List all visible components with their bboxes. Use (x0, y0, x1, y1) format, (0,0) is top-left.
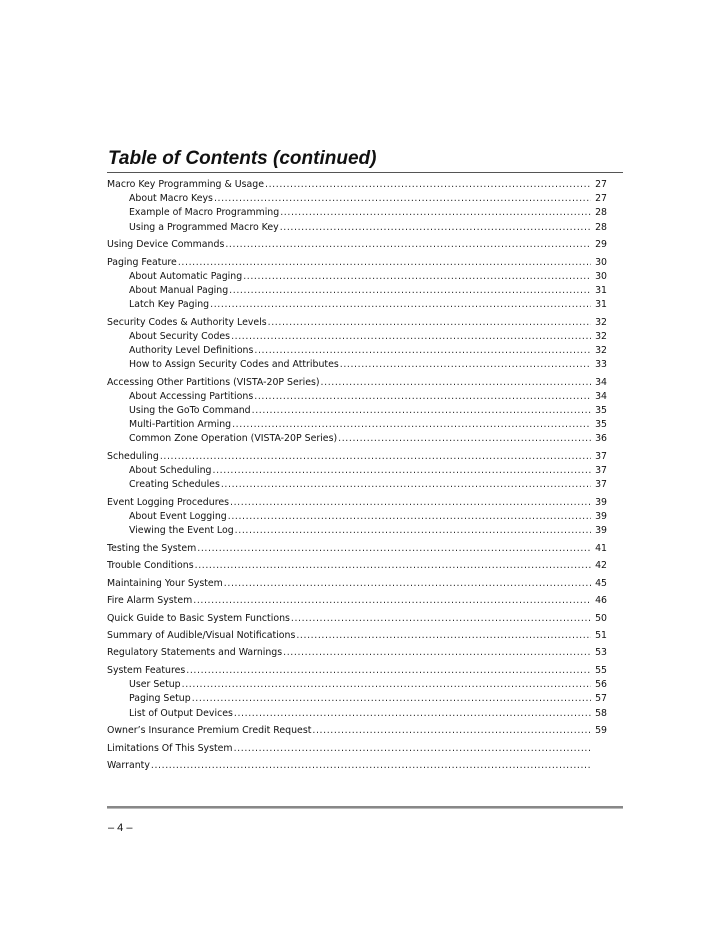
dot-leader (213, 193, 591, 204)
dot-leader (290, 613, 591, 624)
toc-entry-label: Security Codes & Authority Levels (107, 316, 267, 328)
toc-entry-page: 39 (595, 510, 607, 522)
dot-leader (228, 285, 591, 296)
toc-entry-label: About Macro Keys (129, 193, 213, 205)
title-divider (107, 172, 623, 173)
dot-leader (194, 560, 591, 571)
toc-entry-page: 28 (595, 221, 607, 233)
toc-subentry[interactable] (107, 331, 607, 345)
dot-leader (185, 665, 591, 676)
dot-leader (279, 222, 591, 233)
toc-subentry[interactable] (107, 285, 607, 299)
dot-leader (223, 578, 591, 589)
page-title: Table of Contents (continued) (108, 148, 377, 169)
toc-entry-label: About Event Logging (129, 510, 227, 522)
toc-subentry[interactable] (107, 679, 607, 693)
dot-leader (264, 179, 591, 190)
dot-leader (181, 679, 591, 690)
toc-entry-page: 59 (595, 725, 607, 737)
toc-entry-label: Quick Guide to Basic System Functions (107, 612, 290, 624)
toc-entry-label: Using a Programmed Macro Key (129, 221, 279, 233)
toc-entry-label: Using Device Commands (107, 239, 225, 251)
toc-entry-page: 32 (595, 344, 607, 356)
toc-entry-label: Scheduling (107, 450, 159, 462)
dot-leader (320, 377, 591, 388)
toc-entry[interactable] (107, 760, 607, 774)
toc-entry-label: About Scheduling (129, 465, 212, 477)
dot-leader (230, 331, 591, 342)
toc-entry-label: About Security Codes (129, 330, 231, 342)
dot-leader (267, 317, 591, 328)
toc-subentry[interactable] (107, 511, 607, 525)
toc-entry[interactable] (107, 317, 607, 331)
toc-entry-page: 31 (595, 299, 607, 311)
footer-divider (107, 806, 623, 809)
toc-entry-page: 57 (595, 693, 607, 705)
toc-entry-label: Fire Alarm System (107, 595, 193, 607)
toc-entry-page: 29 (595, 239, 607, 251)
toc-entry-label: Latch Key Paging (129, 299, 210, 311)
dot-leader (177, 257, 591, 268)
dot-leader (192, 595, 591, 606)
dot-leader (242, 271, 591, 282)
toc-subentry[interactable] (107, 419, 607, 433)
toc-entry-page: 37 (595, 465, 607, 477)
toc-entry-page: 27 (595, 193, 607, 205)
toc-entry-page: 39 (595, 525, 607, 537)
dot-leader (220, 479, 591, 490)
toc-entry-page: 50 (595, 612, 607, 624)
toc-entry[interactable] (107, 613, 607, 627)
toc-entry[interactable] (107, 239, 607, 253)
toc-subentry[interactable] (107, 433, 607, 447)
toc-subentry[interactable] (107, 222, 607, 236)
toc-entry-label: Event Logging Procedures (107, 496, 229, 508)
dot-leader (339, 359, 591, 370)
toc-subentry[interactable] (107, 207, 607, 221)
toc-entry-page: 53 (595, 647, 607, 659)
toc-entry-label: How to Assign Security Codes and Attributes (129, 359, 339, 371)
toc-entry-label: System Features (107, 664, 186, 676)
dot-leader (227, 511, 591, 522)
toc-entry-label: Regulatory Statements and Warnings (107, 647, 283, 659)
toc-entry-page: 30 (595, 256, 607, 268)
toc-entry[interactable] (107, 595, 607, 609)
toc-entry[interactable] (107, 560, 607, 574)
toc-entry-page: 39 (595, 496, 607, 508)
dot-leader (337, 433, 591, 444)
toc-entry-label: About Accessing Partitions (129, 390, 254, 402)
toc-entry-page: 37 (595, 479, 607, 491)
dot-leader (233, 743, 591, 754)
toc-subentry[interactable] (107, 708, 607, 722)
toc-subentry[interactable] (107, 693, 607, 707)
toc-entry-label: Creating Schedules (129, 479, 220, 491)
toc-entry-label: List of Output Devices (129, 707, 233, 719)
toc-subentry[interactable] (107, 405, 607, 419)
toc-entry-label: User Setup (129, 679, 181, 691)
dot-leader (212, 465, 591, 476)
toc-entry-label: Warranty (107, 759, 150, 771)
toc-entry-page: 32 (595, 330, 607, 342)
toc-entry-label: Paging Setup (129, 693, 191, 705)
toc-entry-label: Common Zone Operation (VISTA-20P Series) (129, 433, 338, 445)
toc-entry-page: 55 (595, 664, 607, 676)
toc-entry-page: 34 (595, 390, 607, 402)
toc-entry[interactable] (107, 578, 607, 592)
dot-leader (251, 405, 591, 416)
dot-leader (191, 693, 591, 704)
table-of-contents (107, 179, 607, 774)
toc-subentry[interactable] (107, 465, 607, 479)
dot-leader (150, 760, 591, 771)
dot-leader (282, 647, 591, 658)
dot-leader (295, 630, 591, 641)
toc-entry-label: Testing the System (107, 542, 197, 554)
toc-entry[interactable] (107, 647, 607, 661)
toc-entry-page: 46 (595, 595, 607, 607)
toc-entry[interactable] (107, 257, 607, 271)
toc-entry-label: About Manual Paging (129, 284, 229, 296)
toc-entry-label: Trouble Conditions (107, 560, 194, 572)
toc-entry[interactable] (107, 725, 607, 739)
dot-leader (224, 239, 591, 250)
toc-entry[interactable] (107, 497, 607, 511)
dot-leader (231, 419, 591, 430)
dot-leader (233, 708, 591, 719)
toc-entry-label: Limitations Of This System (107, 742, 233, 754)
toc-entry-label: About Automatic Paging (129, 270, 243, 282)
toc-entry-page: 27 (595, 179, 607, 190)
toc-entry[interactable] (107, 543, 607, 557)
toc-subentry[interactable] (107, 359, 607, 373)
toc-entry-page: 34 (595, 376, 607, 388)
toc-entry-label: Maintaining Your System (107, 577, 223, 589)
dot-leader (209, 299, 591, 310)
toc-entry-page: 33 (595, 359, 607, 371)
toc-entry-label: Owner’s Insurance Premium Credit Request (107, 725, 312, 737)
dot-leader (234, 525, 591, 536)
toc-entry-page: 35 (595, 419, 607, 431)
dot-leader (253, 391, 591, 402)
toc-entry[interactable] (107, 179, 607, 193)
toc-subentry[interactable] (107, 299, 607, 313)
toc-entry[interactable] (107, 451, 607, 465)
toc-entry-page: 41 (595, 542, 607, 554)
toc-subentry[interactable] (107, 345, 607, 359)
toc-entry[interactable] (107, 630, 607, 644)
toc-subentry[interactable] (107, 193, 607, 207)
dot-leader (159, 451, 591, 462)
toc-entry-label: Paging Feature (107, 256, 177, 268)
dot-leader (253, 345, 591, 356)
dot-leader (311, 725, 591, 736)
toc-entry[interactable] (107, 377, 607, 391)
toc-entry-page: 35 (595, 405, 607, 416)
toc-entry-label: Authority Level Definitions (129, 344, 254, 356)
toc-subentry[interactable] (107, 391, 607, 405)
toc-entry-label: Multi-Partition Arming (129, 419, 232, 431)
toc-entry-page: 56 (595, 679, 607, 691)
toc-entry-label: Using the GoTo Command (129, 405, 251, 416)
dot-leader (279, 207, 591, 218)
toc-entry-page: 30 (595, 270, 607, 282)
toc-entry[interactable] (107, 743, 607, 757)
toc-entry-label: Accessing Other Partitions (VISTA-20P Series) (107, 376, 320, 388)
toc-entry-page: 51 (595, 630, 607, 641)
page-number: – 4 – (108, 822, 133, 834)
toc-entry-label: Example of Macro Programming (129, 207, 280, 219)
toc-entry-page: 45 (595, 577, 607, 589)
toc-entry-page: 58 (595, 707, 607, 719)
dot-leader (196, 543, 591, 554)
dot-leader (229, 497, 591, 508)
toc-entry-page: 32 (595, 316, 607, 328)
toc-entry-label: Summary of Audible/Visual Notifications (107, 630, 296, 641)
toc-entry-page: 36 (595, 433, 607, 445)
toc-subentry[interactable] (107, 479, 607, 493)
toc-entry-page: 37 (595, 450, 607, 462)
toc-subentry[interactable] (107, 525, 607, 539)
toc-entry-label: Viewing the Event Log (129, 525, 234, 537)
toc-entry-label: Macro Key Programming & Usage (107, 179, 264, 190)
toc-entry[interactable] (107, 665, 607, 679)
toc-entry-page: 31 (595, 284, 607, 296)
toc-subentry[interactable] (107, 271, 607, 285)
toc-entry-page: 42 (595, 560, 607, 572)
toc-entry-page: 28 (595, 207, 607, 219)
